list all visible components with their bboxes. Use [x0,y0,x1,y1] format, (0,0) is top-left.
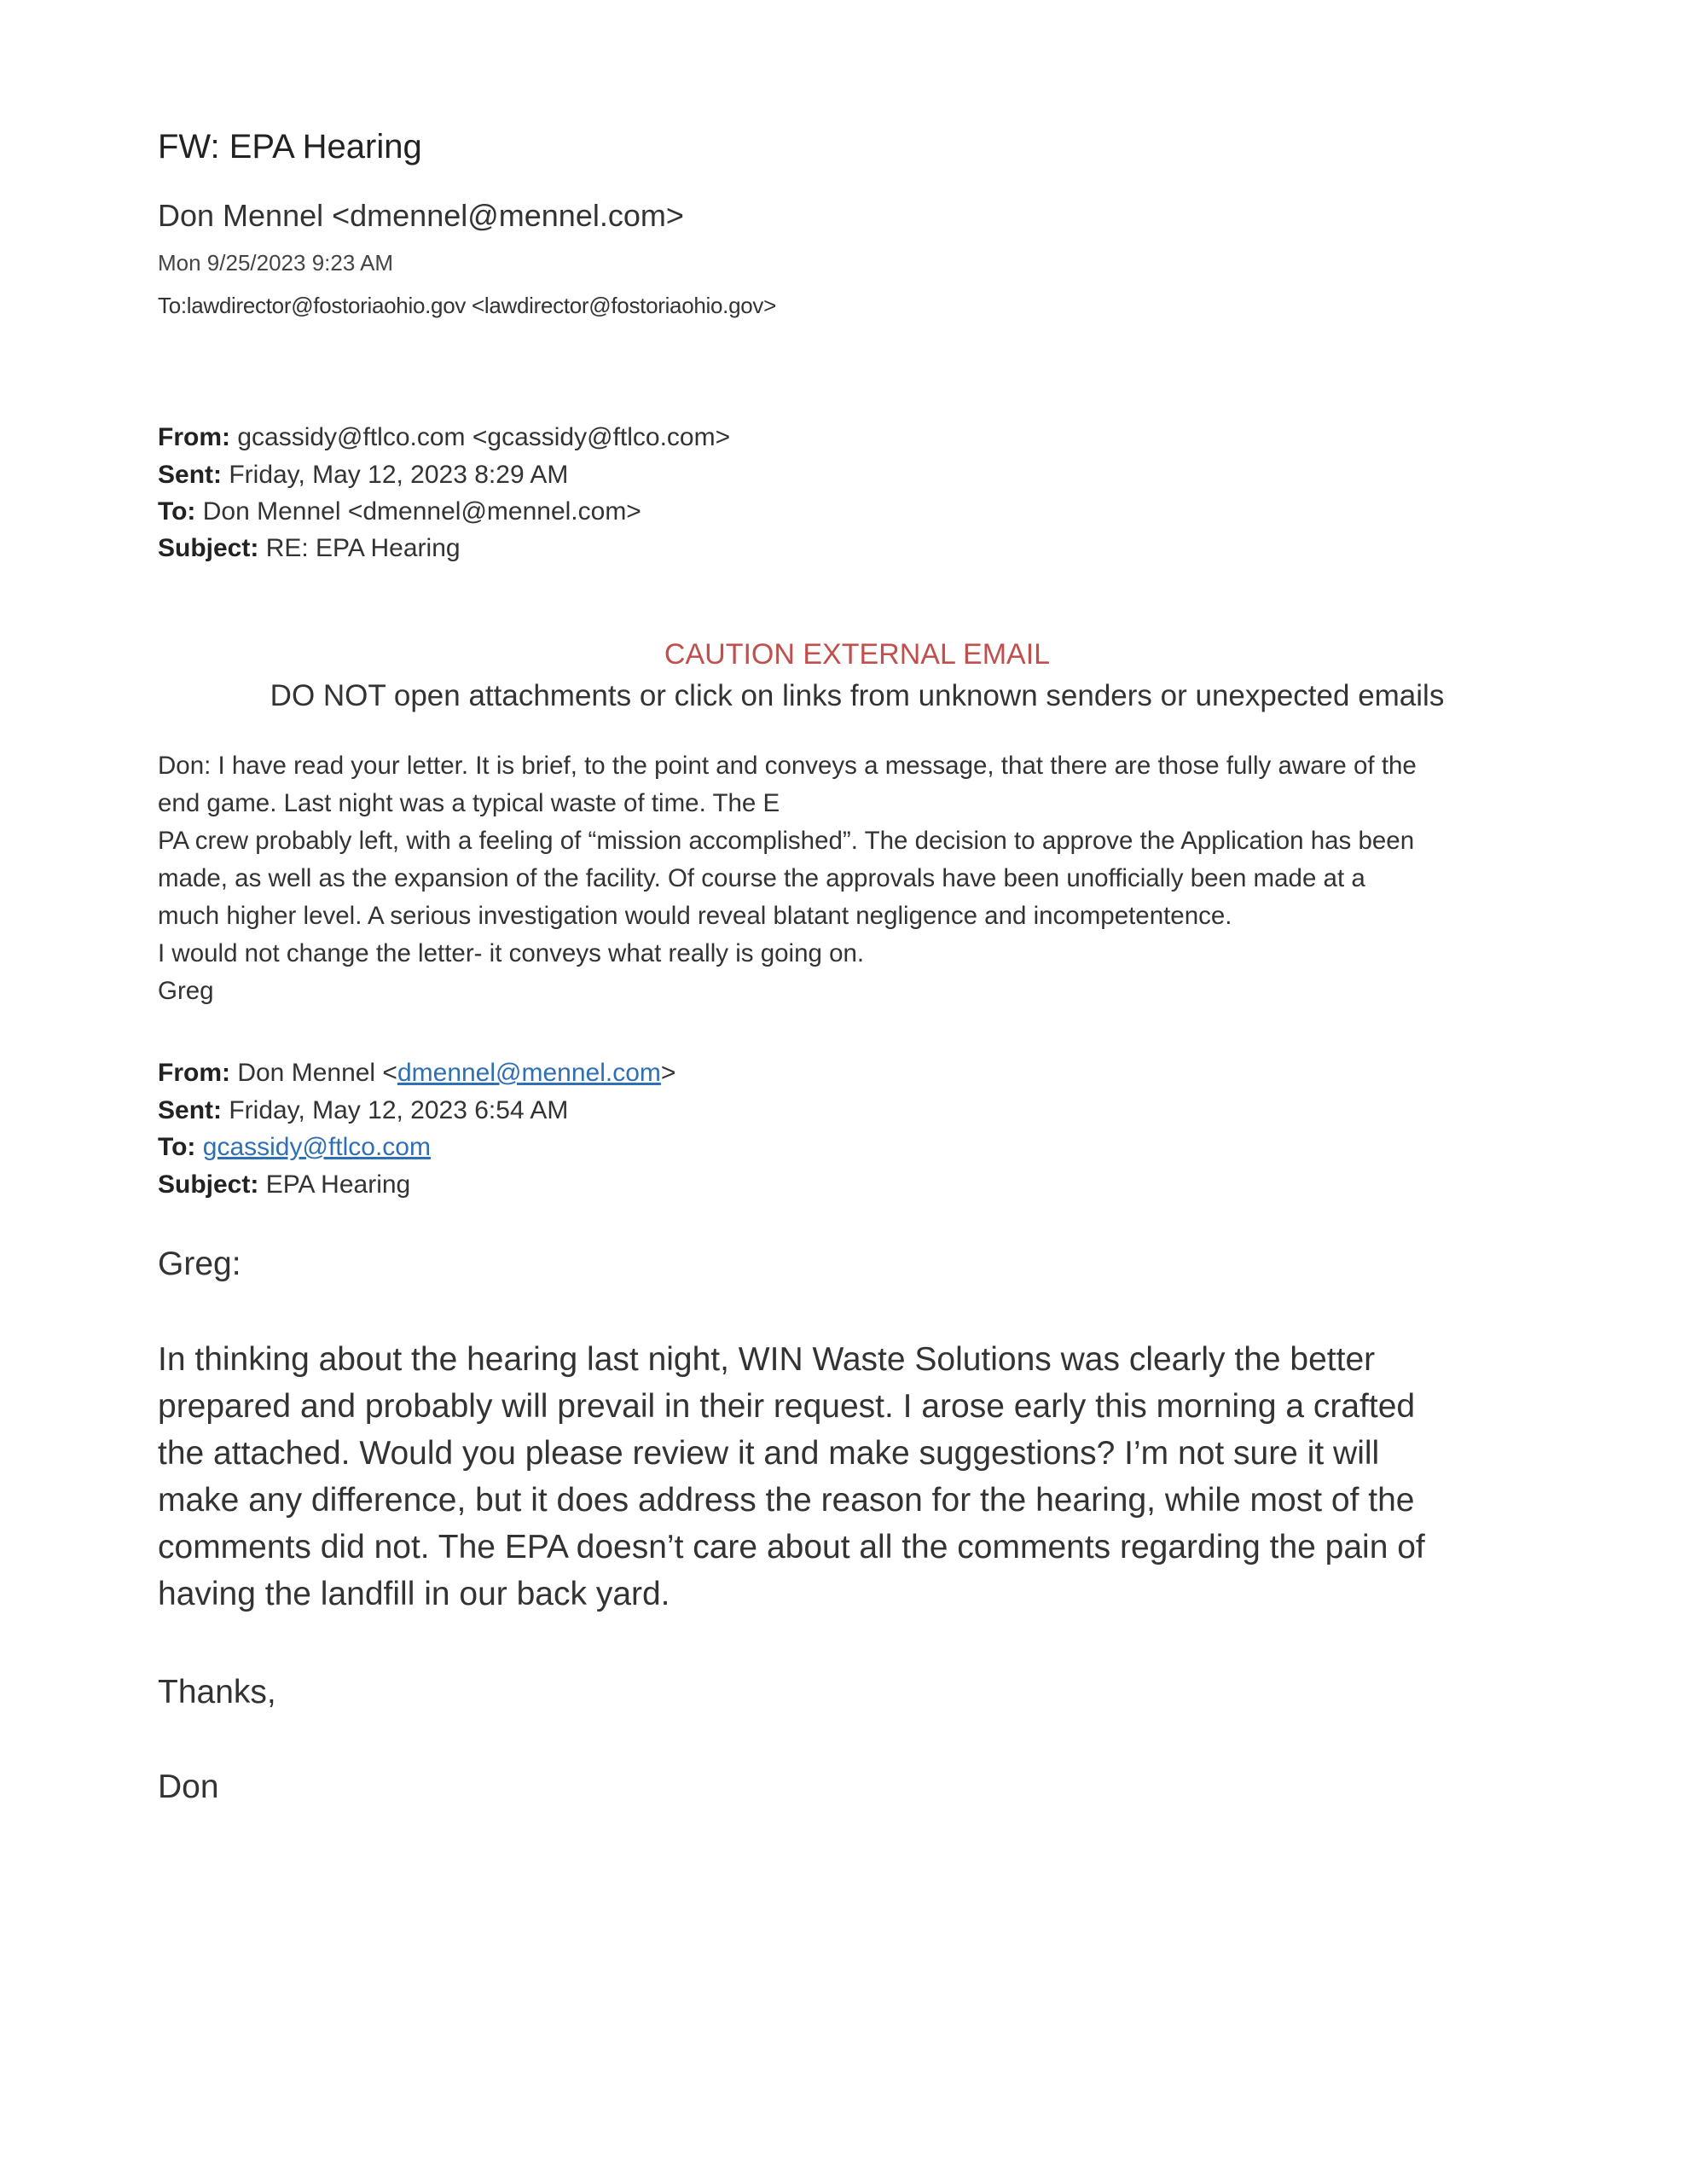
reply-from-line [158,423,730,452]
sent-value: Friday, May 12, 2023 8:29 AM [222,461,569,489]
sent-date: Mon 9/25/2023 9:23 AM [158,250,394,276]
from-label: From: [158,1059,230,1087]
subject-value: RE: EPA Hearing [258,534,461,562]
to-label: To: [158,497,196,526]
sent-value: Friday, May 12, 2023 6:54 AM [222,1096,569,1124]
to-label: To: [158,1133,196,1161]
reply-body [158,747,1608,1010]
subject-label: Subject: [158,534,259,562]
body-line: much higher level. A serious investigation would reveal blatant negligence and incompetentence. [158,902,1232,930]
reply-signature: Greg [158,977,214,1005]
original-sent-line [158,1096,568,1125]
subject-label: Subject: [158,1170,259,1199]
body-line: make any difference, but it does address the reason for the hearing, while most of the [158,1482,1415,1519]
from-value: gcassidy@ftlco.com <gcassidy@ftlco.com> [230,423,731,451]
body-line: made, as well as the expansion of the facility. Of course the approvals have been unofficially been made at a [158,864,1365,892]
sent-label: Sent: [158,1096,222,1124]
signature: Don [158,1769,219,1805]
sender-name: Don Mennel <dmennel@mennel.com> [158,198,684,233]
closing: Thanks, [158,1674,276,1711]
body-line: PA crew probably left, with a feeling of “mission accomplished”. The decision to approve the Application has been [158,827,1415,855]
reply-subject-line [158,534,461,563]
caution-external-email: CAUTION EXTERNAL EMAIL [664,638,1051,671]
to-value: Don Mennel <dmennel@mennel.com> [195,497,641,526]
body-line: comments did not. The EPA doesn’t care about all the comments regarding the pain of [158,1529,1425,1565]
to-email-link[interactable]: gcassidy@ftlco.com [202,1133,431,1161]
recipient-line: To:lawdirector@fostoriaohio.gov <lawdirector@fostoriaohio.gov> [158,293,777,318]
greeting: Greg: [158,1246,241,1282]
body-line: the attached. Would you please review it and make suggestions? I’m not sure it will [158,1435,1380,1472]
body-line: end game. Last night was a typical waste of time. The E [158,789,780,817]
from-name: Don Mennel < [230,1059,397,1087]
reply-to-line [158,497,641,526]
email-subject-title: FW: EPA Hearing [158,128,422,166]
original-from-line [158,1059,675,1088]
external-email-warning: DO NOT open attachments or click on links from unknown senders or unexpected emails [270,679,1445,712]
original-subject-line [158,1170,410,1199]
body-line: In thinking about the hearing last night, WIN Waste Solutions was clearly the better [158,1341,1376,1378]
original-body [158,1336,1608,1618]
from-email-link[interactable]: dmennel@mennel.com [397,1059,661,1087]
body-line: I would not change the letter- it conveys what really is going on. [158,939,865,967]
sent-label: Sent: [158,461,222,489]
from-close: > [660,1059,676,1087]
body-line: having the landfill in our back yard. [158,1576,670,1612]
from-label: From: [158,423,230,451]
subject-value: EPA Hearing [258,1170,411,1199]
reply-sent-line [158,461,568,490]
body-line: Don: I have read your letter. It is brief, to the point and conveys a message, that there are those fully aware of the [158,752,1417,780]
body-line: prepared and probably will prevail in their request. I arose early this morning a crafted [158,1388,1416,1425]
original-to-line [158,1133,431,1162]
